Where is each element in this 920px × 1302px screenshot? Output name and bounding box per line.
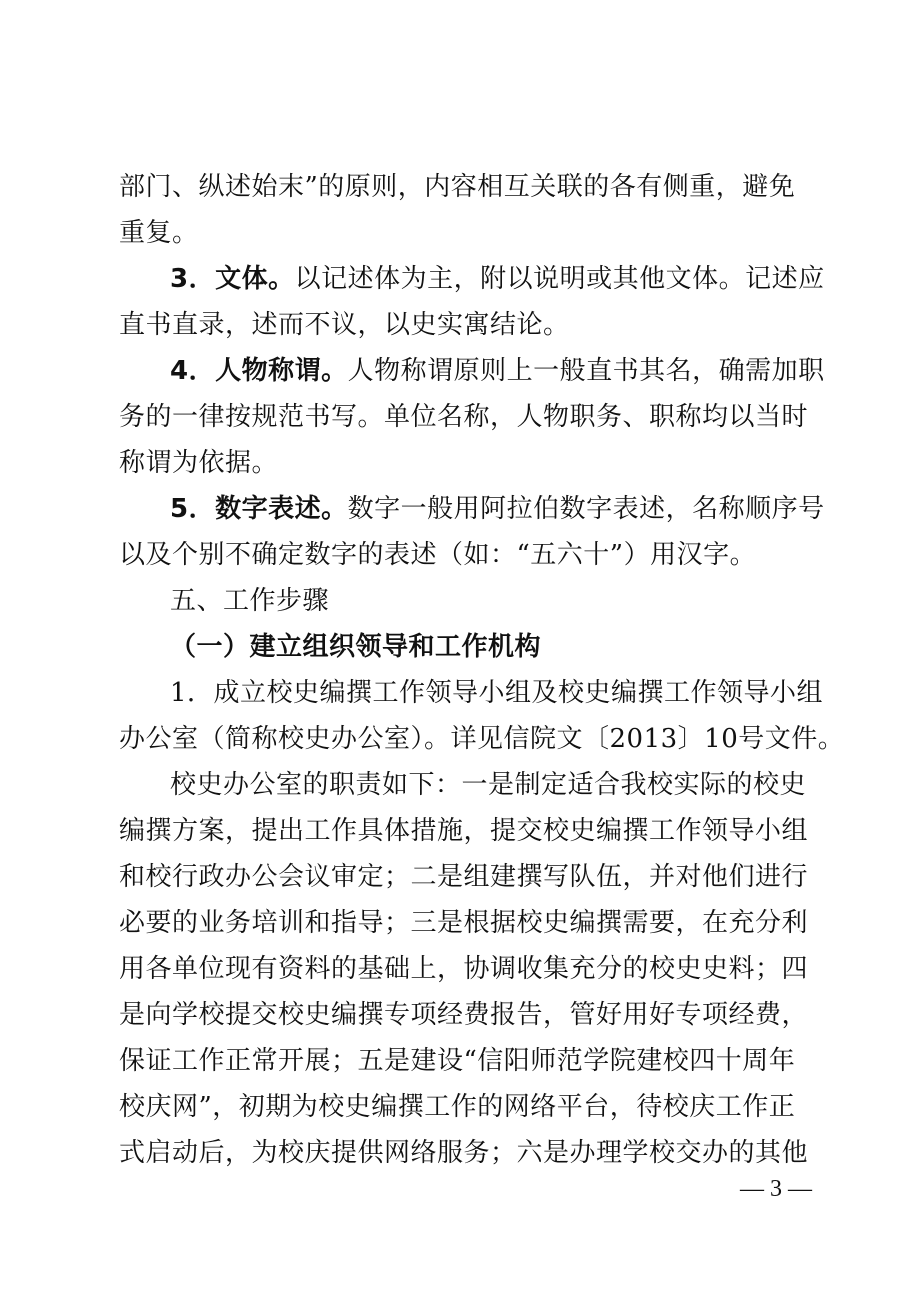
item-heading: 4．人物称谓。 [170, 356, 348, 386]
text-span: 数字一般用阿拉伯数字表述，名称顺序号 [347, 494, 825, 524]
text-line: 编撰方案，提出工作具体措施，提交校史编撰工作领导小组 [119, 816, 809, 846]
text-line: 以及个别不确定数字的表述（如：“五六十”）用汉字。 [119, 540, 757, 570]
paragraph-line [170, 492, 825, 526]
text-line: 办公室（简称校史办公室）。详见信院文〔2013〕10号文件。 [119, 724, 845, 754]
text-line: 直书直录，述而不议，以史实寓结论。 [119, 310, 570, 340]
text-line: 和校行政办公会议审定；二是组建撰写队伍，并对他们进行 [119, 862, 809, 892]
text-line: 重复。 [119, 218, 199, 248]
text-line: 校史办公室的职责如下：一是制定适合我校实际的校史 [170, 770, 807, 800]
text-line: 式启动后，为校庆提供网络服务；六是办理学校交办的其他 [119, 1138, 809, 1168]
text-span: 以记述体为主，附以说明或其他文体。记述应 [294, 264, 825, 294]
text-line: 称谓为依据。 [119, 448, 279, 478]
item-heading: 5．数字表述。 [170, 494, 348, 524]
text-line: 部门、纵述始末”的原则，内容相互关联的各有侧重，避免 [119, 172, 796, 202]
page-number: — 3 — [740, 1176, 812, 1202]
paragraph-line [170, 262, 825, 296]
text-span: 人物称谓原则上一般直书其名，确需加职 [347, 356, 825, 386]
text-line: 是向学校提交校史编撰专项经费报告，管好用好专项经费， [119, 1000, 809, 1030]
text-line: 务的一律按规范书写。单位名称，人物职务、职称均以当时 [119, 402, 809, 432]
text-line: 必要的业务培训和指导；三是根据校史编撰需要，在充分利 [119, 908, 809, 938]
sub-heading: （一）建立组织领导和工作机构 [170, 632, 542, 662]
text-line: 1．成立校史编撰工作领导小组及校史编撰工作领导小组 [170, 678, 824, 708]
item-heading: 3．文体。 [170, 264, 295, 294]
section-heading: 五、工作步骤 [170, 586, 330, 616]
text-line: 校庆网”，初期为校史编撰工作的网络平台，待校庆工作正 [119, 1092, 796, 1122]
text-line: 用各单位现有资料的基础上，协调收集充分的校史史料；四 [119, 954, 809, 984]
paragraph-line [170, 354, 825, 388]
text-line: 保证工作正常开展；五是建设“信阳师范学院建校四十周年 [119, 1046, 796, 1076]
